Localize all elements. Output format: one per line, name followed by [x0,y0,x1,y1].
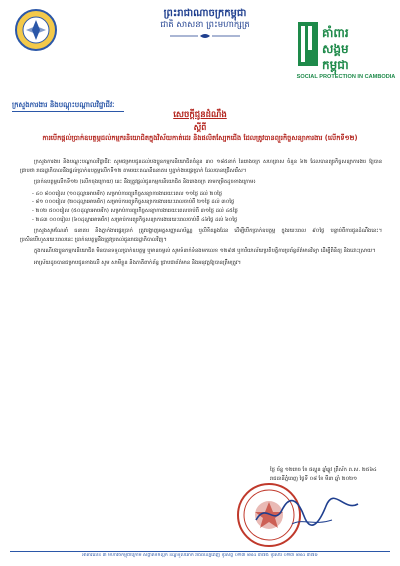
allowance-list [32,190,382,224]
notice-about: ស្ដីពី [193,123,207,132]
kingdom-heading: ព្រះរាជាណាចក្រកម្ពុជា [163,8,247,19]
logo-khmer-line-1: គាំពារ [322,26,349,40]
body-paragraph: ក្នុងករណីបងប្អូនកម្មករនិយោជិត មិនបានទទួលប្រាក់ឧបត្ថម្ភ ឬមានចម្ងល់ សូមទំនាក់ទំនងមកលេខ ១២៩៧ ឬការិយាល័យប្រតិបត្តិការប្រព័ន្ធព័ត៌មានវិទ្យា ដើម្បីពិនិត្យ និងដោះស្រាយ។ [34,248,376,255]
footer-address: អាគារលេខ ៣ មហាវិថីកម្ពុជាក្រោម សង្កាត់ទឹកល្អក់ ខណ្ឌទួលគោក រាជធានីភ្នំពេញ ទូរស័ព្ទ ០២៣ ៨៨៤ ៣៧៥ ទូរសារ ០២៣ ៨៨៤ ៣៧៦ [82,553,318,558]
logo-khmer-line-2: សង្គម [322,42,349,56]
handwritten-signature-icon [252,496,362,530]
list-item: - ៨១ ០០០រៀល (២០ដុល្លារអាមេរិក) សម្រាប់ការព្យួរកិច្ចសន្យាការងាររយៈពេលចាប់ពី ២១ថ្ងៃ ដល់ ៣០ថ្ងៃ [32,198,382,207]
decorative-divider-icon [170,33,240,39]
notice-title: សេចក្ដីជូនដំណឹង [173,110,227,120]
lunar-date: ថ្ងៃ ច័ន្ទ ១២រោច ខែ ផល្គុន ឆ្នាំឆ្លូវ ត្រីស័ក ព.ស. ២៥៦៤ [270,467,377,473]
list-item: - ៤០ ៨០០រៀល (១០ដុល្លារអាមេរិក) សម្រាប់ការព្យួរកិច្ចសន្យាការងាររយៈពេល ១១ថ្ងៃ ដល់ ២០ថ្ងៃ [32,190,382,199]
notice-body [20,158,382,271]
body-paragraph: អាស្រ័យដូចបានជម្រាបជូនខាងលើ សូម សាមីខ្លួន និងភាគីពាក់ព័ន្ធ ជ្រាបជាព័ត៌មាន និងអនុវត្តឱ្យបានត្រឹមត្រូវ។ [34,259,241,266]
logo-khmer-line-3: កម្ពុជា [322,58,349,72]
logo-english-text: SOCIAL PROTECTION IN CAMBODIA [296,74,396,80]
body-paragraph: ក្រសួងការងារ និងបណ្ដុះបណ្ដាលវិជ្ជាជីវៈ សូមជម្រាបជូនដល់បងប្អូនកម្មករនិយោជិតចំនួន ៣០ ១៨៥នាក់ នៃរោងចក្រ សហគ្រាស ចំនួន ៦២ ដែលបានព្យួរកិច្ចសន្យាការងារ ឱ្យបានជ្រាបថា រាជរដ្ឋាភិបាលនឹងផ្ដល់ប្រាក់ឧបត្ថម្ភលើកទី១២ តាមរយៈគណនីធនាគារ ឬភ្នាក់ងារផ្ទេរប្រាក់ ដែលបានជ្រើសរើស។ [20,159,382,174]
list-item: - ២៤៣ ០០០រៀល (៦០ដុល្លារអាមេរិក) សម្រាប់ការព្យួរកិច្ចសន្យាការងាររយៈពេលចាប់ពី ៤៦ថ្ងៃ ដល់ ៦០ថ្ងៃ [32,216,382,225]
notice-subject: ការបើកផ្ដល់ប្រាក់ឧបត្ថម្ភដល់កម្មករនិយោជិតក្នុងវិស័យកាត់ដេរ និងផលិតស្បែកជើង ដែលត្រូវបានព្យួរកិច្ចសន្យាការងារ (លើកទី១២) [42,134,358,142]
social-protection-logo-icon [296,18,396,78]
national-motto: ជាតិ សាសនា ព្រះមហាក្សត្រ [160,20,250,30]
solar-date: រាជធានីភ្នំពេញ ថ្ងៃទី ០៨ ខែ មីនា ឆ្នាំ ២០២១ [270,476,358,482]
body-paragraph: ក្រសួងសូមណែនាំ ធនាគារ និងភ្នាក់ងារផ្ទេរប្រាក់ ត្រូវបង្ហាញអត្តសញ្ញាណប័ណ្ណ ឬលិខិតឆ្លងដែន ដើម្បីបើកប្រាក់ឧបត្ថម្ភ ក្នុងរយៈពេល ៩០ថ្ងៃ បន្ទាប់ពីការជូនដំណឹងនេះ។ ប្រសិនបើហួសរយៈពេលនេះ ប្រាក់ឧបត្ថម្ភនឹងត្រូវប្រគល់ជូនរាជរដ្ឋាភិបាលវិញ។ [20,228,382,243]
list-item: - ២០២ ៥០០រៀល (៥០ដុល្លារអាមេរិក) សម្រាប់ការព្យួរកិច្ចសន្យាការងាររយៈពេលចាប់ពី ៣១ថ្ងៃ ដល់ ៤៥ថ្ងៃ [32,207,382,216]
ministry-name: ក្រសួងការងារ និងបណ្តុះបណ្តាលវិជ្ជាជីវៈ [12,101,115,109]
body-paragraph: ប្រាក់ឧបត្ថម្ភលើកទី១២ (លើកចុងក្រោយ) នេះ នឹងត្រូវផ្ដល់ជូនកម្មករនិយោជិត និងរោងចក្រ តាមកម្រិតដូចខាងក្រោម៖ [34,179,256,186]
footer-divider [10,551,390,552]
ministry-emblem-icon [14,8,58,52]
